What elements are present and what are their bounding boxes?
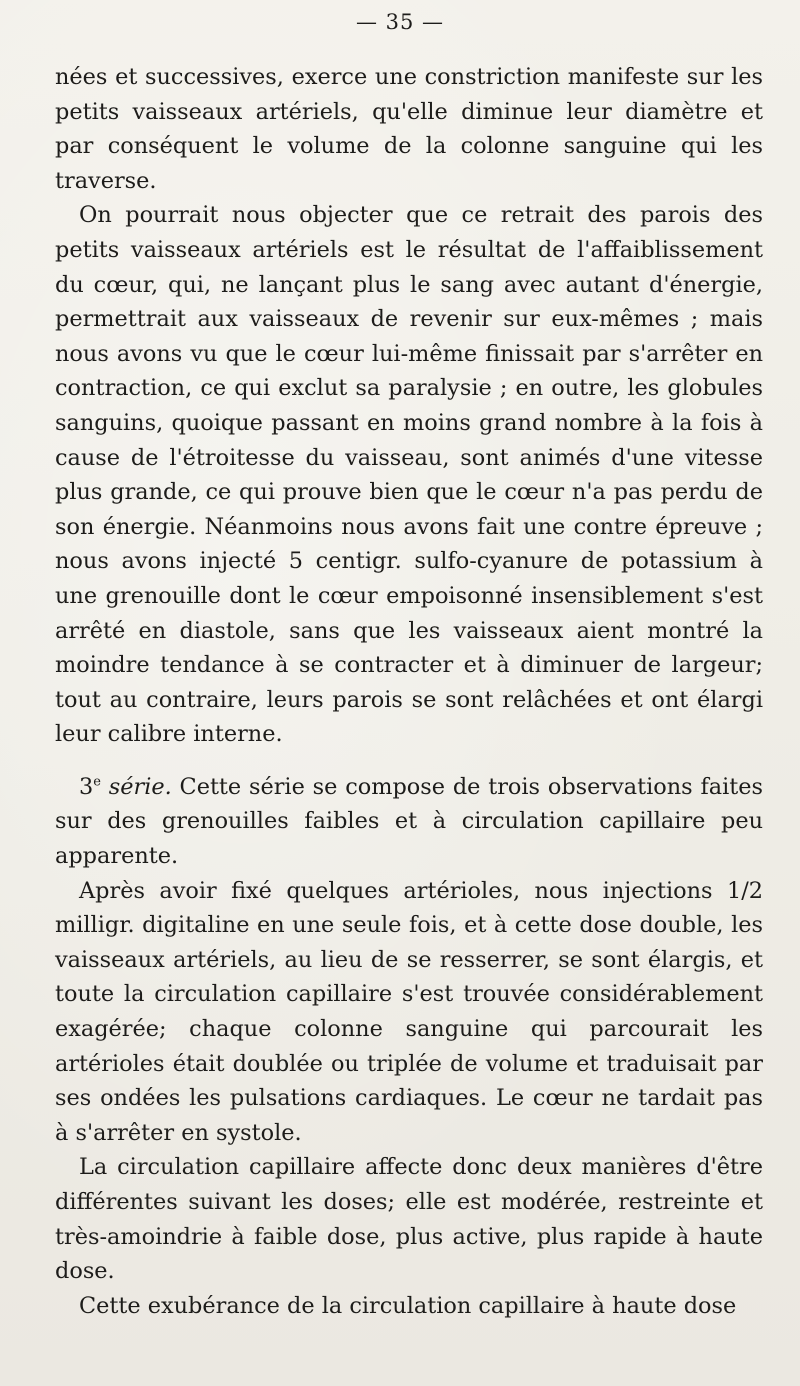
paragraph-final-line: Cette exubérance de la circulation capillaire à haute dose [79,1292,737,1319]
series-superscript: e [93,774,101,790]
series-label: série. [108,773,172,800]
body-text [55,60,763,1323]
paragraph-objection: On pourrait nous objecter que ce retrait des parois des petits vaisseaux artériels est le résultat de l'affaiblissement du cœur, qui, ne lançant plus le sang avec autant d'énergie, permettrait aux vaisseaux de revenir sur eux-mêmes ; mais nous avons vu que le cœur lui-même finissait par s'arrêter en contraction, ce qui exclut sa paralysie ; en outre, les globules sanguins, quoique passant en moins grand nombre à la fois à cause de l'étroitesse du vaisseau, sont animés d'une vitesse plus grande, ce qui prouve bien que le cœur n'a pas perdu de son énergie. Néanmoins nous avons fait une contre épreuve ; nous avons injecté 5 centigr. sulfo-cyanure de potassium à une grenouille dont le cœur empoisonné insensiblement s'est arrêté en diastole, sans que les vaisseaux aient montré la moindre tendance à se contracter et à diminuer de largeur; tout au contraire, leurs parois se sont relâchées et ont élargi leur calibre interne. [55,202,763,748]
paragraph-continuation: nées et successives, exerce une constriction manifeste sur les petits vaisseaux artériels, qu'elle diminue leur diamètre et par conséquent le volume de la colonne sanguine qui les traverse. [55,64,763,194]
paragraph-series-3 [55,770,763,874]
series-description: Cette série se compose de trois observations faites sur des grenouilles faibles et à circulation capillaire peu apparente. [55,773,763,870]
paragraph-conclusion: La circulation capillaire affecte donc deux manières d'être différentes suivant les doses; elle est modérée, restreinte et très-amoindrie à faible dose, plus active, plus rapide à haute dose. [55,1154,763,1285]
page-number: — 35 — [355,10,445,34]
paragraph-digitaline: Après avoir fixé quelques artérioles, nous injections 1/2 milligr. digitaline en une seule fois, et à cette dose double, les vaisseaux artériels, au lieu de se resserrer, se sont élargis, et toute la circulation capillaire s'est trouvée considérablement exagérée; chaque colonne sanguine qui parcourait les artérioles était doublée ou triplée de volume et traduisait par ses ondées les pulsations cardiaques. Le cœur ne tardait pas à s'arrêter en systole. [55,877,763,1146]
series-number: 3 [79,773,94,800]
